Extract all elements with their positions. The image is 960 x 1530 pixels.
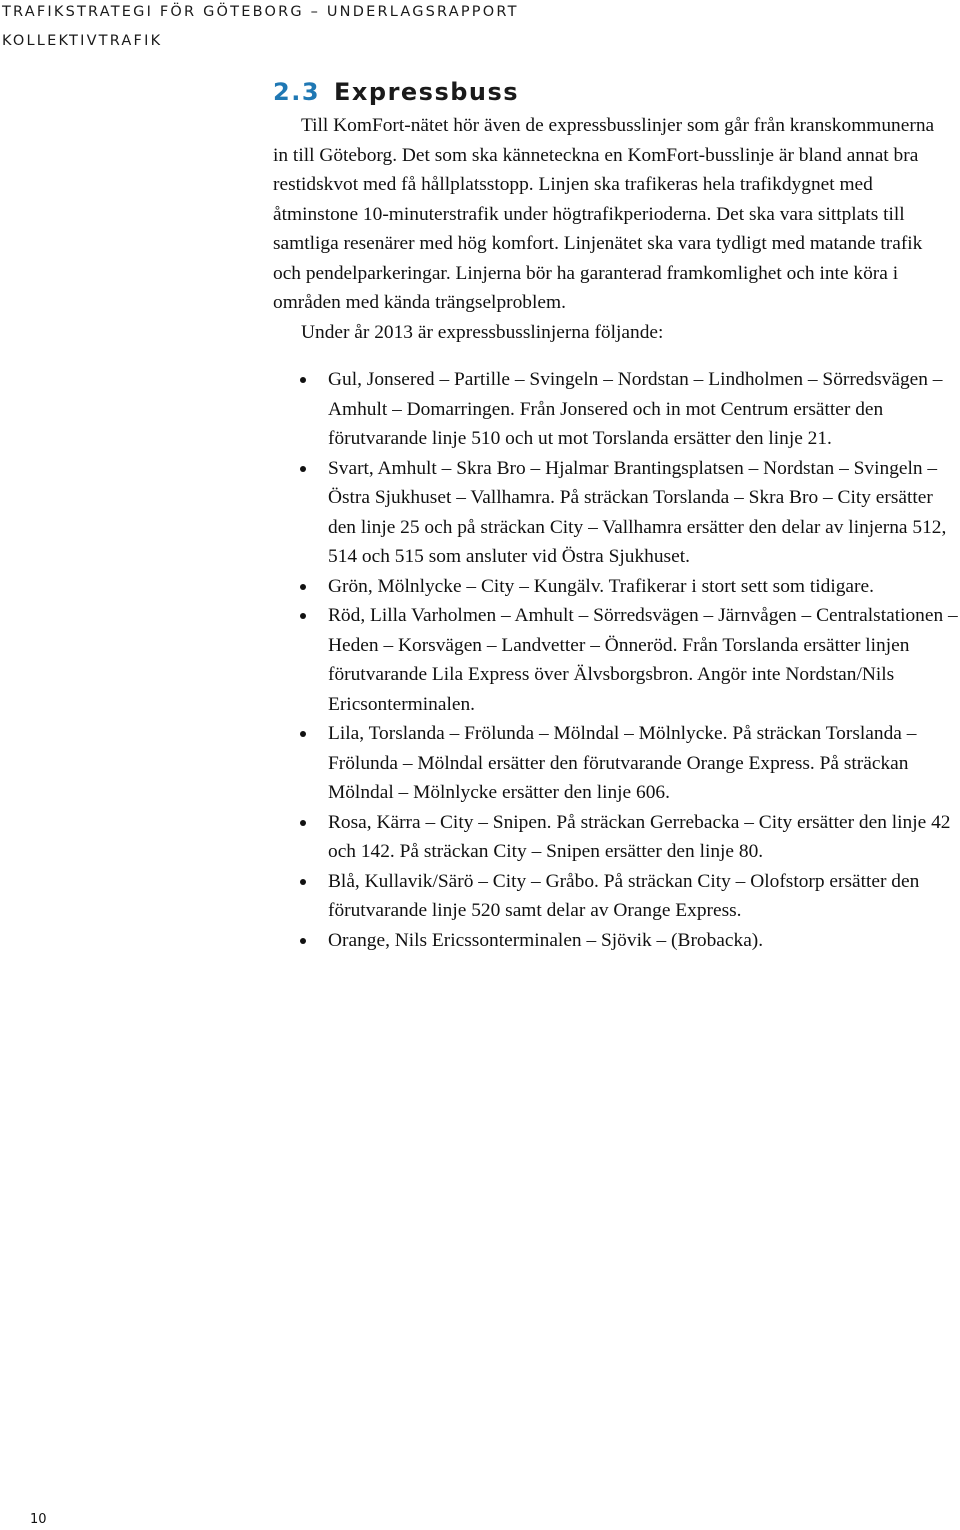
list-item: [300, 808, 960, 867]
bullet-icon: [300, 820, 306, 826]
list-item-text: Lila, Torslanda – Frölunda – Mölndal – Mölnlycke. På sträckan Torslanda – Frölunda – Mölndal ersätter den förutvarande Orange Express. På sträckan Mölndal – Mölnlycke ersätter den linje 606.: [328, 723, 917, 803]
list-item-text: Orange, Nils Ericssonterminalen – Sjövik – (Brobacka).: [328, 929, 764, 951]
list-item: [300, 719, 960, 808]
bullet-icon: [300, 938, 306, 944]
bullet-icon: [300, 466, 306, 472]
bullet-icon: [300, 731, 306, 737]
section-title: Expressbuss: [334, 78, 520, 106]
list-intro-paragraph: Under år 2013 är expressbusslinjerna följande:: [301, 321, 664, 343]
header-title: TRAFIKSTRATEGI FÖR GÖTEBORG – UNDERLAGSRAPPORT: [2, 4, 519, 20]
list-item-text: Grön, Mölnlycke – City – Kungälv. Trafikerar i stort sett som tidigare.: [328, 575, 874, 597]
bullet-icon: [300, 377, 306, 383]
page-number: 10: [30, 1512, 47, 1527]
section-heading: [273, 78, 519, 106]
list-item-text: Svart, Amhult – Skra Bro – Hjalmar Brantingsplatsen – Nordstan – Svingeln – Östra Sjukhuset – Vallhamra. På sträckan Torslanda – Skra Bro – City ersätter den linje 25 och på sträckan City – Vallhamra ersätter den delar av linjerna 512, 514 och 515 som ansluter vid Östra Sjukhuset.: [328, 457, 947, 567]
list-item: [300, 454, 960, 572]
bullet-icon: [300, 584, 306, 590]
list-item: [300, 926, 960, 956]
section-number: 2.3: [273, 78, 321, 106]
list-item-text: Blå, Kullavik/Särö – City – Gråbo. På sträckan City – Olofstorp ersätter den förutvarande linje 520 samt delar av Orange Express.: [328, 870, 920, 921]
list-item-text: Röd, Lilla Varholmen – Amhult – Sörredsvägen – Järnvågen – Centralstationen – Heden – Korsvägen – Landvetter – Önneröd. Från Torslanda ersätter linjen förutvarande Lila Express över Älvsborgsbron. Angör inte Nordstan/Nils Ericsonterminalen.: [328, 605, 958, 715]
list-item: [300, 867, 960, 926]
bullet-icon: [300, 613, 306, 619]
list-item-text: Rosa, Kärra – City – Snipen. På sträckan Gerrebacka – City ersätter den linje 42 och 142. På sträckan City – Snipen ersätter den linje 80.: [328, 811, 951, 862]
list-item: [300, 365, 960, 454]
bullet-icon: [300, 879, 306, 885]
header-subtitle: KOLLEKTIVTRAFIK: [2, 33, 163, 49]
intro-paragraph: Till KomFort-nätet hör även de expressbusslinjer som går från kranskommunerna in till Göteborg. Det som ska känneteckna en KomFort-busslinje är bland annat bra restidskvot med få hållplatsstopp. Linjen ska trafikeras hela trafikdygnet med åtminstone 10-minuterstrafik under högtrafikperioderna. Det ska vara sittplats till samtliga resenärer med hög komfort. Linjenätet ska vara tydligt med matande trafik och pendelparkeringar. Linjerna bör ha garanterad framkomlighet och inte köra i områden med kända trängselproblem.: [273, 115, 935, 313]
express-line-list: [300, 365, 960, 955]
body-text: [273, 111, 953, 347]
list-item: [300, 601, 960, 719]
list-item-text: Gul, Jonsered – Partille – Svingeln – Nordstan – Lindholmen – Sörredsvägen – Amhult – Domarringen. Från Jonsered och in mot Centrum ersätter den förutvarande linje 510 och ut mot Torslanda ersätter den linje 21.: [328, 369, 943, 449]
list-item: [300, 572, 960, 602]
